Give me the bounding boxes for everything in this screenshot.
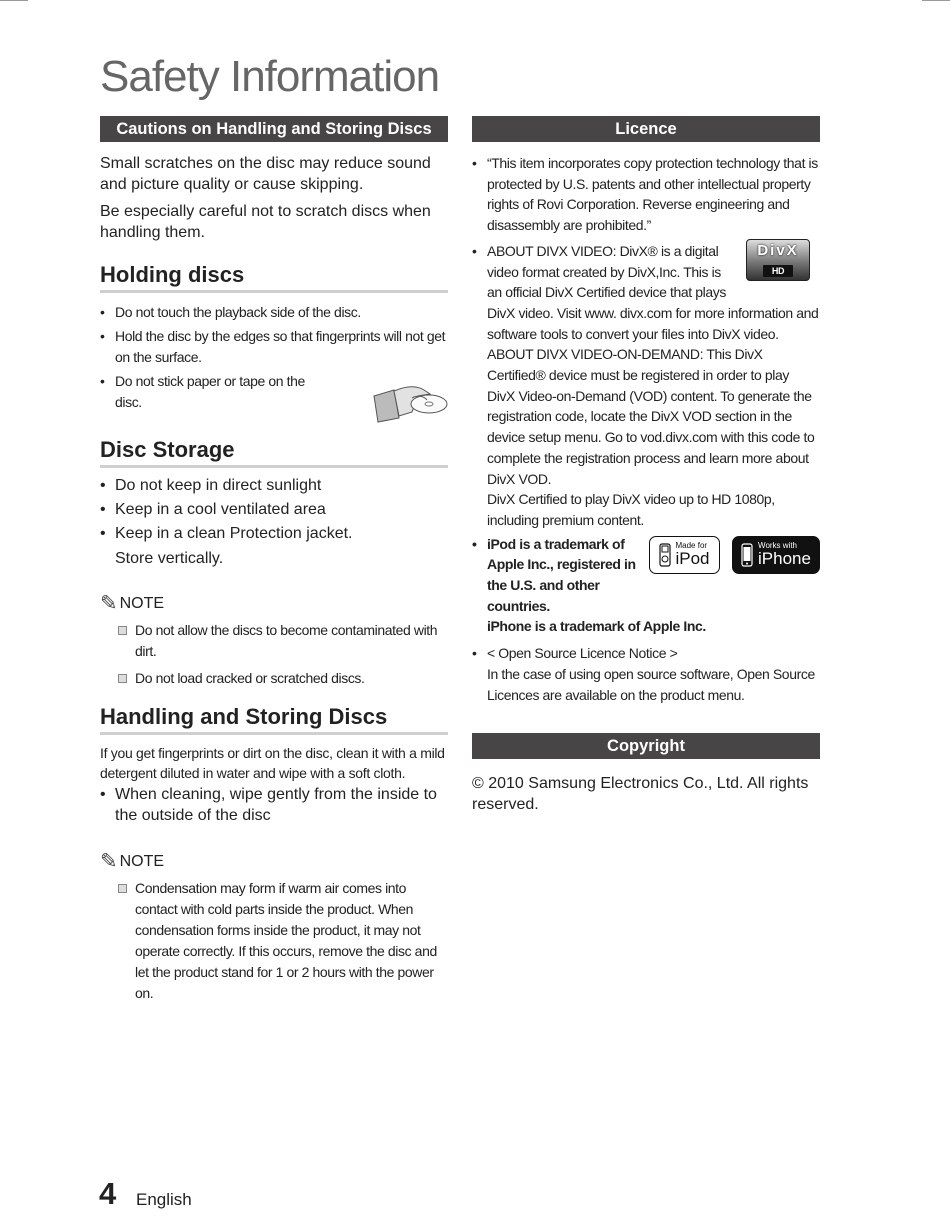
apple-trademark-text: iPod is a trademark of Apple Inc., registered in the U.S. and other countries. <box>487 535 636 614</box>
note-list-1 <box>100 620 448 689</box>
list-item: • Do not touch the playback side of the disc. <box>100 302 448 323</box>
note-item: Do not load cracked or scratched discs. <box>118 668 448 689</box>
ipod-icon <box>659 543 671 567</box>
licence-item-divx <box>472 241 820 531</box>
iphone-icon <box>741 543 753 567</box>
licence-list <box>472 153 820 705</box>
list-item: • Do not stick paper or tape on the disc. <box>100 371 320 413</box>
disc-storage-heading: Disc Storage <box>100 437 448 468</box>
apple-badges <box>649 536 820 574</box>
right-column <box>472 116 820 815</box>
copyright-text: © 2010 Samsung Electronics Co., Ltd. All rights reserved. <box>472 775 809 814</box>
list-item: • Do not keep in direct sunlight <box>100 474 448 498</box>
list-item: • Hold the disc by the edges so that fingerprints will not get on the surface. <box>100 326 448 368</box>
handling-list <box>100 784 448 826</box>
ipod-badge-big-text: iPod <box>675 549 710 569</box>
store-vertically-text: Store vertically. <box>115 550 224 567</box>
divx-logo <box>746 239 810 281</box>
licence-item-rovi: • “This item incorporates copy protection technology that is protected by U.S. patents and other intellectual property rights of Rovi Corporation. Reverse engineering and disassembly are prohibited.” <box>472 153 820 236</box>
note-heading-2 <box>100 849 448 874</box>
iphone-trademark-text: iPhone is a trademark of Apple Inc. <box>487 618 706 635</box>
crop-mark-right <box>922 0 950 1</box>
ipod-badge-small-text: • Made for <box>675 541 708 551</box>
page-language: English <box>136 1190 192 1209</box>
licence-item-open-source <box>472 643 820 705</box>
holding-discs-heading: Holding discs <box>100 262 448 293</box>
pencil-note-icon: ✎ <box>100 592 118 615</box>
divx-logo-text: • DivX <box>757 241 799 259</box>
handling-storing-heading: Handling and Storing Discs <box>100 704 448 735</box>
copyright-section-bar: Copyright <box>472 733 820 759</box>
cautions-section-bar: Cautions on Handling and Storing Discs <box>100 116 448 142</box>
cautions-paragraph-2: Be especially careful not to scratch discs when handling them. <box>100 203 431 241</box>
disc-storage-list <box>100 474 448 546</box>
list-item: • Keep in a clean Protection jacket. <box>100 522 448 546</box>
note-label: NOTE <box>119 852 165 870</box>
open-source-title: < Open Source Licence Notice > <box>487 645 678 662</box>
iphone-badge-big-text: iPhone <box>758 549 811 569</box>
cautions-paragraph-1: Small scratches on the disc may reduce sound and picture quality or cause skipping. <box>100 155 431 193</box>
handling-paragraph: If you get fingerprints or dirt on the disc, clean it with a mild detergent diluted in water and wipe with a soft cloth. <box>100 745 445 781</box>
note-list-2 <box>100 878 448 1004</box>
list-item: • Keep in a cool ventilated area <box>100 498 448 522</box>
licence-section-bar: Licence <box>472 116 820 142</box>
works-with-iphone-badge <box>732 536 820 574</box>
iphone-badge-small-text: Works with <box>758 541 797 551</box>
made-for-ipod-badge <box>649 536 720 574</box>
note-item: Condensation may form if warm air comes into contact with cold parts inside the product. When condensation forms inside the product, it may not operate correctly. If this occurs, remove the disc and let the product stand for 1 or 2 hours with the power on. <box>118 878 448 1004</box>
pencil-note-icon: ✎ <box>100 850 118 873</box>
page-number: 4 <box>99 1176 117 1211</box>
open-source-text: In the case of using open source software, Open Source Licences are available on the product menu. <box>487 665 815 703</box>
note-heading-1 <box>100 591 448 616</box>
licence-item-apple <box>472 534 820 638</box>
list-item: • When cleaning, wipe gently from the inside to the outside of the disc <box>100 784 448 826</box>
note-label: NOTE <box>119 594 165 612</box>
divx-text: ABOUT DIVX VIDEO: DivX® is a digital video format created by DivX,Inc. This is an official DivX Certified device that plays DivX video. Visit www. divx.com for more information and software tools to convert your files into DivX video. ABOUT DIVX VIDEO-ON-DEMAND: This DivX Certified® device must be registered in order to play DivX Video-on-Demand (VOD) content. To generate the registration code, locate the DivX VOD section in the device setup menu. Go to vod.divx.com with this code to complete the registration process and learn more about DivX VOD. <box>487 242 819 487</box>
note-item: Do not allow the discs to become contaminated with dirt. <box>118 620 448 662</box>
page-title: Safety Information <box>100 52 440 101</box>
divx-hd-text: DivX Certified to play DivX video up to HD 1080p, including premium content. <box>487 491 775 528</box>
hand-holding-disc-icon <box>372 382 450 424</box>
crop-mark-left <box>0 0 28 1</box>
divx-logo-hd: HD <box>763 265 793 277</box>
left-column <box>100 116 448 1010</box>
